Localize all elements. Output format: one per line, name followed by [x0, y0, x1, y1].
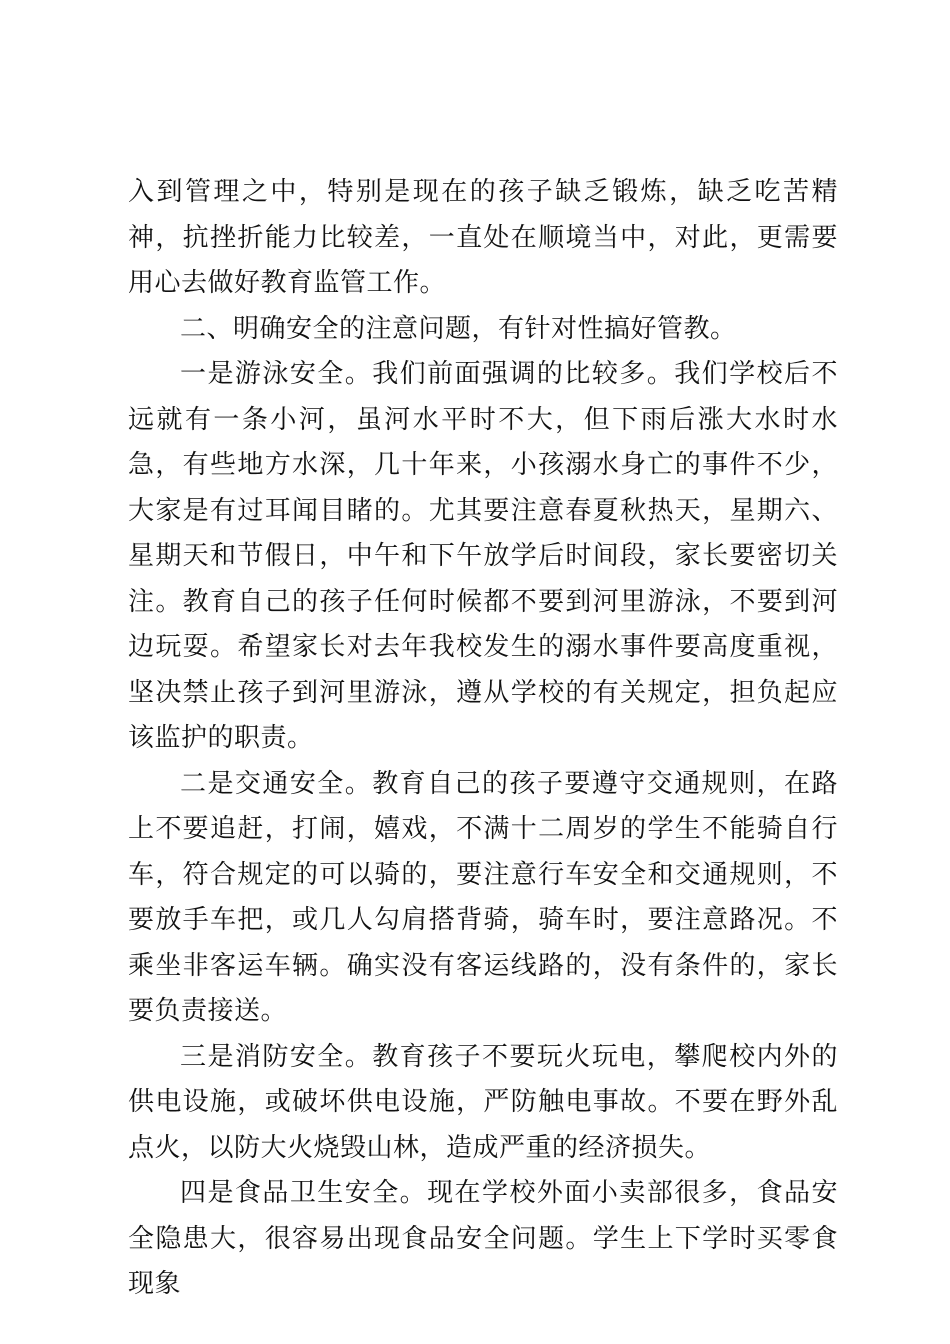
- section-heading: 二、明确安全的注意问题，有针对性搞好管教。: [180, 313, 737, 344]
- paragraph-food-safety: 四是食品卫生安全。现在学校外面小卖部很多，食品安全隐患大，很容易出现食品安全问题。学生上下学时买零食现象: [128, 1178, 838, 1299]
- document-body: [128, 170, 838, 1308]
- paragraph-traffic-safety: 二是交通安全。教育自己的孩子要遵守交通规则，在路上不要追赶，打闹，嬉戏，不满十二周岁的学生不能骑自行车，符合规定的可以骑的，要注意行车安全和交通规则，不要放手车把，或几人勾肩搭背骑，骑车时，要注意路况。不乘坐非客运车辆。确实没有客运线路的，没有条件的，家长要负责接送。: [128, 768, 838, 1026]
- paragraph-continuation: 入到管理之中，特别是现在的孩子缺乏锻炼，缺乏吃苦精神，抗挫折能力比较差，一直处在顺境当中，对此，更需要用心去做好教育监管工作。: [128, 177, 838, 298]
- paragraph-fire-safety: 三是消防安全。教育孩子不要玩火玩电，攀爬校内外的供电设施，或破坏供电设施，严防触电事故。不要在野外乱点火，以防大火烧毁山林，造成严重的经济损失。: [128, 1041, 838, 1163]
- paragraph-swimming-safety: 一是游泳安全。我们前面强调的比较多。我们学校后不远就有一条小河，虽河水平时不大，但下雨后涨大水时水急，有些地方水深，几十年来，小孩溺水身亡的事件不少，大家是有过耳闻目睹的。尤其要注意春夏秋热天，星期六、星期天和节假日，中午和下午放学后时间段，家长要密切关注。教育自己的孩子任何时候都不要到河里游泳，不要到河边玩耍。希望家长对去年我校发生的溺水事件要高度重视，坚决禁止孩子到河里游泳，遵从学校的有关规定，担负起应该监护的职责。: [128, 359, 838, 753]
